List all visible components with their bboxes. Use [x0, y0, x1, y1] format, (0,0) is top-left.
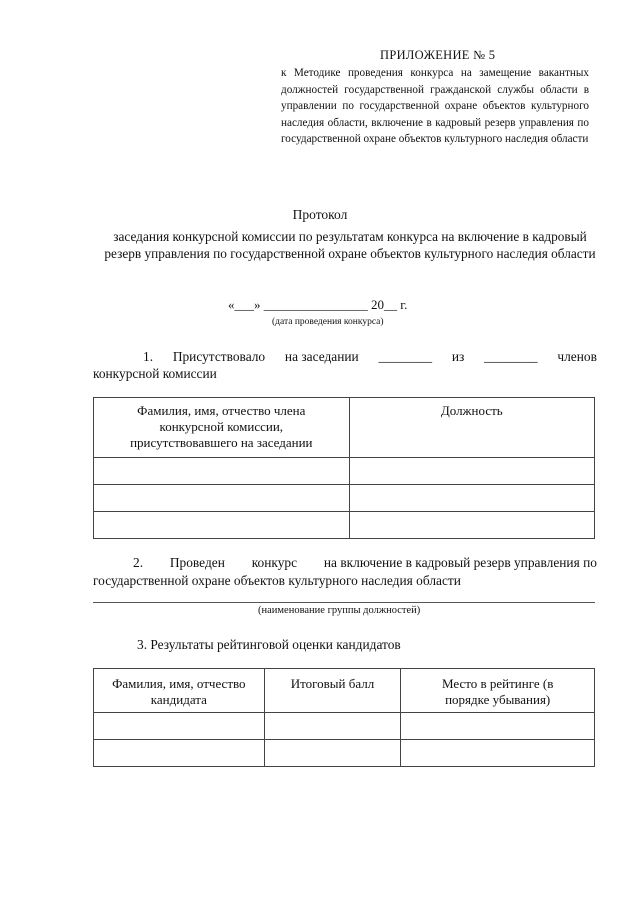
header-rating-place — [401, 669, 595, 713]
date-caption: (дата проведения конкурса) — [272, 317, 384, 327]
table-header-row — [94, 398, 595, 458]
table-header-row — [94, 669, 595, 713]
section2-line1 — [133, 555, 597, 571]
section3-title: 3. Результаты рейтинговой оценки кандидатов — [137, 637, 401, 652]
section2-word-contest: конкурс — [251, 555, 298, 570]
position-group-caption: (наименование группы должностей) — [258, 605, 421, 616]
rating-results-table — [93, 668, 595, 767]
position-group-underline — [93, 602, 595, 603]
section2-number: 2. — [133, 555, 144, 570]
table-cell — [349, 512, 594, 539]
table-row — [94, 512, 595, 539]
appendix-title: ПРИЛОЖЕНИЕ № 5 — [380, 48, 496, 62]
section2-text-rest: на включение в кадровый резерв управления по — [323, 555, 597, 570]
header-rating-place-text: Место в рейтинге (в порядке убывания) — [441, 676, 554, 707]
table-cell — [94, 740, 265, 767]
header-position: Должность — [349, 398, 594, 458]
table-cell — [94, 485, 350, 512]
table-cell — [264, 740, 401, 767]
protocol-title: Протокол — [292, 207, 348, 222]
date-line: «___» ________________ 20__ г. — [228, 297, 408, 312]
section1-line2: конкурсной комиссии — [93, 366, 217, 381]
section1-word-meeting: на заседании — [284, 349, 359, 364]
section1-word-present: Присутствовало — [172, 349, 266, 364]
table-cell — [401, 740, 595, 767]
commission-members-table — [93, 397, 595, 539]
section1-blank-total: ________ — [484, 349, 538, 364]
table-row — [94, 458, 595, 485]
section1-number: 1. — [143, 349, 154, 364]
section2-line2: государственной охране объектов культурного наследия области — [93, 573, 461, 588]
section1-line1 — [143, 349, 597, 365]
table-row — [94, 740, 595, 767]
appendix-description: к Методике проведения конкурса на замещение вакантных должностей государственной гражданской службы области в управлении по государственной охране объектов культурного наследия области, включение в кадровый резерв управления по государственной охране объектов культурного наследия области — [281, 67, 589, 146]
table-row — [94, 713, 595, 740]
table-cell — [94, 458, 350, 485]
table-cell — [349, 458, 594, 485]
table-cell — [94, 512, 350, 539]
header-member-name — [94, 398, 350, 458]
section2-word-held: Проведен — [169, 555, 225, 570]
table-cell — [401, 713, 595, 740]
header-total-score: Итоговый балл — [264, 669, 401, 713]
table-cell — [349, 485, 594, 512]
table-cell — [264, 713, 401, 740]
table-cell — [94, 713, 265, 740]
section1-word-members: членов — [557, 349, 597, 364]
section1-blank-present: ________ — [378, 349, 433, 364]
header-candidate-name — [94, 669, 265, 713]
protocol-subtitle: заседания конкурсной комиссии по результатам конкурса на включение в кадровый резерв управления по государственной охране объектов культурного наследия области — [104, 229, 596, 261]
header-member-name-text: Фамилия, имя, отчество члена конкурсной комиссии, присутствовавшего на заседании — [130, 403, 313, 450]
header-candidate-name-text: Фамилия, имя, отчество кандидата — [112, 676, 246, 707]
section1-word-of: из — [451, 349, 465, 364]
table-row — [94, 485, 595, 512]
